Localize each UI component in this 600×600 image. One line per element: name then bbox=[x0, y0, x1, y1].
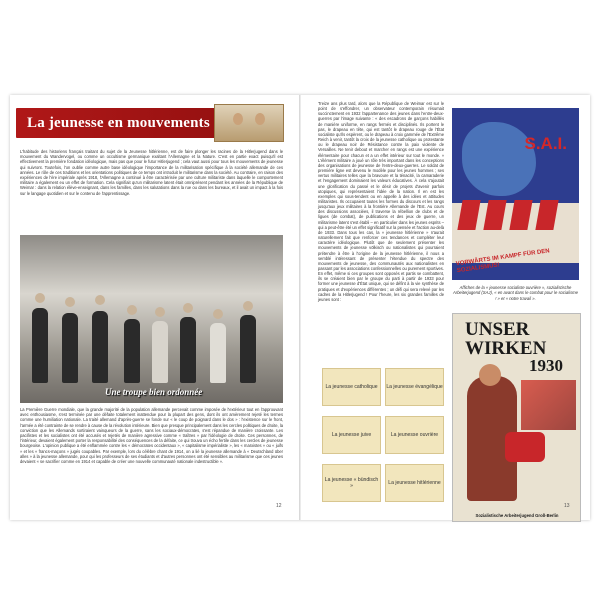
photo-face bbox=[233, 113, 243, 125]
photo-face bbox=[255, 113, 265, 125]
tile-catholic: La jeunesse catholique bbox=[322, 368, 381, 406]
saj-poster bbox=[452, 108, 579, 280]
poster2-title-line1: UNSER bbox=[465, 319, 530, 340]
body-paragraph: La Première Guerre mondiale, que la grande majorité de la population allemande percevait comme imposée de l'extérieur tout en l'approuvant avec enthousiasme, s'est terminée par une défaite totalement inattendue pour la plupart des gens, dont ils ont amèrement rejeté les termes comme une humiliation nationale. La traité allemand d'après-guerre se fonde sur « le coup de poignard dans le dos » : l'existence sur le front, l'armée a été contrainte de se rendre à cause de la révolution intérieure. Bien que presque principalement dans les cercles politiques de droite, la conviction que les Allemands sortiraient vainqueurs de la guerre, sans les sociaux-démocrates, s'est répandue de manière croissante. Les pacifistes et les socialistes ont été accusés et rejetés de manière agressive comme « traîtres » par l'idéologie de droite. Ces personnes, de l'intérieur, devaient également porter la responsabilité des conséquences de la défaite, ce qui trouva un écho fertile dans les cercles de jeunesse bourgeoise. L'opinion publique a été enflammée contre les « démocrates occidentaux », « capitalisme impérialiste », les « marxistes » ou « juifs » et les « francs-maçons » jugés coupables. Par exemple, lors du célèbre chant de 1914, on a lié la jeunesse allemande à « Deutschland über alles » à la jeunesse allemande, pour qui les professeurs de ses étudiants et d'autres personnes ont été sensibles au militarisme que ces jeunes devaient « se sacrifier comme en 1914 et capable de créer une nouvelle communauté nationale indestructible ». bbox=[20, 407, 283, 465]
child-head bbox=[243, 301, 253, 311]
child-figure bbox=[92, 311, 108, 383]
book-gutter bbox=[299, 95, 301, 520]
drummer-head bbox=[479, 364, 501, 386]
child-figure bbox=[124, 319, 140, 383]
drum bbox=[505, 432, 545, 462]
child-figure bbox=[32, 308, 48, 383]
poster-slogan: VORWÄRTS IM KAMPF FÜR DEN SOZIALISMUS! bbox=[455, 248, 551, 275]
child-head bbox=[35, 293, 45, 303]
poster-flags bbox=[521, 380, 576, 430]
unser-wirken-poster bbox=[452, 313, 581, 522]
right-column-text: Treize ans plus tard, alors que la République de Weimar est sur le point de s'effondrer, un observateur contemporain résumait succinctement en 1932 l'appartenance des jeunes dans l'entre-deux-guerres par l'image suivante : « des escadrons de garçons habillés de manière uniforme, en rangs fermés et disciplinés. Ils portent le pas, le drapeau en tête, qui est tantôt le drapeau rouge de l'État socialiste qu'ils espèrent, ou le drapeau à croix gammée de l'Extrême Reich à venir, tantôt la croix de la jeunesse catholique ou protestante ou le drapeau noir de Résistance contre la paix violente de Versailles. Ne tenir debout et marcher en rangs est une expérience élémentaire pour chacun et a un effet intérieur sur tout le monde. » L'élément militaire a joué un rôle très important dans les conceptions des organisations de jeunesse de l'entre-deux-guerres. Le soldat de première ligne est devenu le modèle pour les jeunes hommes ; ses vertus militaires telles que la bravoure et la ténacité, la camaraderie et l'engagement dominaient les valeurs éducatives. À cela s'ajoutait une glorification du passé et le désir de projets d'avenir parfois utopiques, qui représentaient l'idée de la nation. Il en est les exemples qui sous-tendent ou en appelle à des idées et attitudes militaristes. Ils occupaient toutes les formes du discours et les rangs jusqu'aux jeux militaires à la frontière Allemande de l'Est. Au cours des discussions associées, il traverse la rébellion de clubs et de ligues (de combat), de publications et des jeux de guerre, un militarisme latent s'est établi – en particulier dans les jeunes esprits – qui a peut-être été un effet significatif sur la pensée et l'action au-delà de 1933. Dans tous les cas, la « jeunesse hitlérienne » n'aurait naturellement fait que renforcer ces tendances et compléter leur caractère idéologique. Plutôt que de seulement présenter les mouvements de jeunesse völkisch ou nationalistes qui pourraient prétendre à être à l'origine de la jeunesse hitlérienne, il nous a semblé intéressant de présenter l'étendue du spectre des mouvements de jeunesse, des communautés aux nationalistes en passant par les associations confessionnelles ou purement sportives. En effet, même si ces groupes sont opposés et partis se combattent, ils se créaient bien par le groupe du parti à partir de 1933 pour former une jeunesse d'État unique, qui se défint à la vie synthèse de pratiques et d'expériences différentes ; un défi qui sera relevé par les cadres de la Hitlerjugend ! Pour l'heure, les six grandes familles de jeunes sont : bbox=[318, 101, 444, 302]
intro-paragraph: L'habitude des historiens français traitant du sujet de la Jeunesse hitlérienne, est de faire plonger les racines de la Hitlerjugend dans le mouvement du Wandervogel, ou comme un occultisme germanique exaltant l'Allemagne et la Nature. C'est en partie exact puisqu'il est effectivement la première fondation idéologique, mais pas que pour le futur Hitlerjugend ; cela vaut aussi pour tous les mouvements de jeunesse qui suivront. Toutefois, l'on oublie comme autre base idéologique l'importance de la militarisation spécifique à la société allemande de ces années. Le rôle de ces traditions et les orientations politiques de ce temps ont introduit le militarisme dans la société. Au contraire, en raison des expériences de l'ère impériale après 1918, l'Allemagne a continué à être caractérisée par une culture militariste dans laquelle le comportement militaire a également eu un effet de formation. Cela signifiait qu'un militarisme latent était omniprésent pendant les années de la République de Weimar : dans la relation élève-enseignant, dans les familles, dans les salutations dans la rue ou dans les bureaux, et il avait un impact à la fois sur le langage quotidien et sur le contenu de l'apprentissage. bbox=[20, 149, 283, 196]
photo-caption: Une troupe bien ordonnée bbox=[105, 387, 203, 397]
title-photo bbox=[214, 104, 284, 142]
child-head bbox=[155, 307, 165, 317]
child-head bbox=[95, 295, 105, 305]
child-head bbox=[65, 297, 75, 307]
tile-jewish: La jeunesse juive bbox=[322, 416, 381, 454]
tile-worker: La jeunesse ouvrière bbox=[385, 416, 444, 454]
child-figure bbox=[62, 313, 78, 383]
poster-acronym: S.A.I. bbox=[524, 134, 567, 153]
poster2-title-line2: WIRKEN bbox=[465, 338, 547, 359]
poster2-year: 1930 bbox=[529, 356, 563, 375]
child-figure bbox=[240, 315, 256, 383]
poster2-footer: Sozialistische Arbeiterjugend Groß-Berlin bbox=[475, 513, 559, 518]
children-troop-photo bbox=[20, 235, 283, 403]
child-figure bbox=[210, 323, 226, 383]
page-title: La jeunesse en mouvements bbox=[27, 115, 210, 131]
tile-hitler-youth: La jeunesse hitlérienne bbox=[385, 464, 444, 502]
child-head bbox=[127, 305, 137, 315]
page-number-left: 12 bbox=[276, 503, 282, 509]
poster-caption: Affiches de la « jeunesse socialiste ouvrière », sozialistische Arbeiterjugend (SAJ), « en avant dans le combat pour le socialisme ! » et « notre travail ». bbox=[453, 285, 578, 301]
poster2-title bbox=[465, 320, 546, 358]
page-number-right: 13 bbox=[564, 503, 570, 509]
child-figure bbox=[180, 317, 196, 383]
tile-bundisch: La jeunesse « bündisch » bbox=[322, 464, 381, 502]
child-figure bbox=[152, 321, 168, 383]
tile-evangelical: La jeunesse évangélique bbox=[385, 368, 444, 406]
child-head bbox=[183, 303, 193, 313]
child-head bbox=[213, 309, 223, 319]
youth-families-grid bbox=[317, 368, 446, 511]
